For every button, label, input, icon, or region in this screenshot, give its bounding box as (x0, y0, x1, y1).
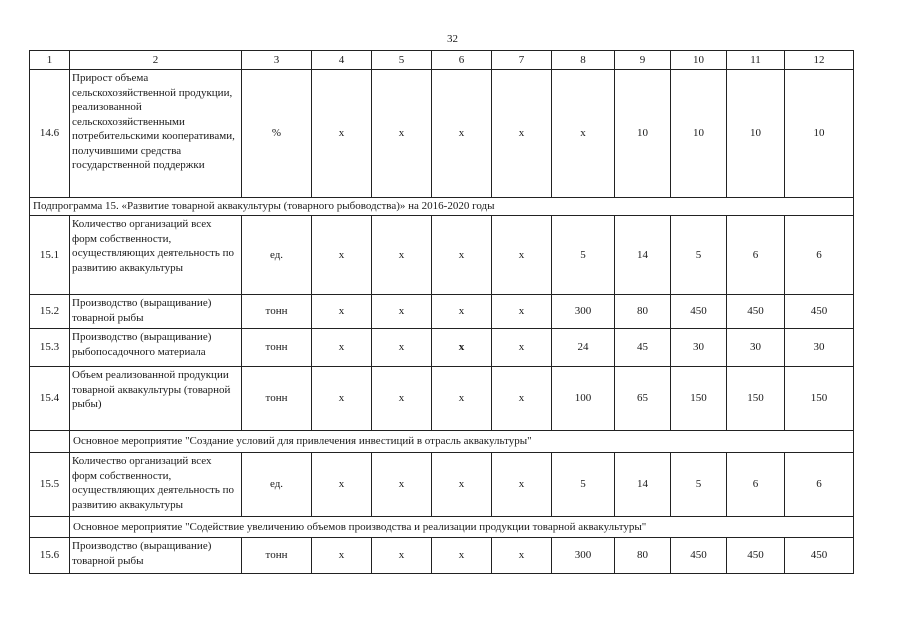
unit-cell: % (242, 70, 312, 198)
value-cell: 5 (671, 216, 727, 295)
indicator-name: Объем реализованной продукции товарной аквакультуры (товарной рыбы) (70, 367, 242, 431)
main-event-title: Основное мероприятие "Содействие увеличению объемов производства и реализации продукции товарной аквакультуры" (70, 517, 854, 538)
value-cell: x (372, 538, 432, 574)
value-cell: x (432, 538, 492, 574)
indicator-name: Количество организаций всех форм собственности, осуществляющих деятельность по развитию аквакультуры (70, 216, 242, 295)
value-cell: 30 (785, 329, 854, 367)
value-cell: 450 (727, 295, 785, 329)
value-cell: x (372, 329, 432, 367)
value-cell: 450 (671, 538, 727, 574)
indicator-name: Производство (выращивание) товарной рыбы (70, 295, 242, 329)
value-cell: 10 (671, 70, 727, 198)
header-cell: 9 (615, 51, 671, 70)
table-row (30, 538, 854, 574)
value-cell: x (432, 295, 492, 329)
value-cell: x (492, 453, 552, 517)
value-cell: x (312, 216, 372, 295)
value-cell: 14 (615, 453, 671, 517)
main-event-title: Основное мероприятие "Создание условий для привлечения инвестиций в отрасль аквакультуры" (70, 431, 854, 453)
value-cell: 30 (671, 329, 727, 367)
value-cell: x (312, 538, 372, 574)
unit-cell: тонн (242, 367, 312, 431)
event-row (30, 431, 854, 453)
value-cell: 5 (671, 453, 727, 517)
header-cell: 1 (30, 51, 70, 70)
value-cell: 10 (615, 70, 671, 198)
value-cell: 450 (727, 538, 785, 574)
page-number: 32 (447, 33, 458, 45)
header-cell: 3 (242, 51, 312, 70)
table-row (30, 453, 854, 517)
value-cell: 100 (552, 367, 615, 431)
unit-cell: ед. (242, 453, 312, 517)
value-cell: x (552, 70, 615, 198)
value-cell: x (312, 453, 372, 517)
value-cell: 80 (615, 538, 671, 574)
value-cell: 450 (671, 295, 727, 329)
value-cell: x (312, 367, 372, 431)
table-row (30, 216, 854, 295)
indicator-name: Количество организаций всех форм собственности, осуществляющих деятельность по развитию аквакультуры (70, 453, 242, 517)
header-cell: 10 (671, 51, 727, 70)
value-cell: x (312, 295, 372, 329)
value-cell: 450 (785, 538, 854, 574)
value-cell: 450 (785, 295, 854, 329)
header-cell: 7 (492, 51, 552, 70)
value-cell: 5 (552, 216, 615, 295)
value-cell: x (492, 216, 552, 295)
header-cell: 4 (312, 51, 372, 70)
row-number: 15.3 (30, 329, 70, 367)
value-cell: x (372, 453, 432, 517)
value-cell: x (492, 367, 552, 431)
empty-cell (30, 517, 70, 538)
value-cell: 65 (615, 367, 671, 431)
value-cell: x (312, 70, 372, 198)
value-cell: x (432, 367, 492, 431)
value-cell: 300 (552, 538, 615, 574)
table-row (30, 295, 854, 329)
row-number: 15.5 (30, 453, 70, 517)
indicator-name: Прирост объема сельскохозяйственной продукции, реализованной сельскохозяйственными потребительскими кооперативами, получившими средства государственной поддержки (70, 70, 242, 198)
indicator-name: Производство (выращивание) рыбопосадочного материала (70, 329, 242, 367)
value-cell: x (432, 453, 492, 517)
value-cell: 14 (615, 216, 671, 295)
value-cell: x (492, 329, 552, 367)
value-cell: 6 (727, 453, 785, 517)
table-row (30, 329, 854, 367)
unit-cell: тонн (242, 329, 312, 367)
header-cell: 12 (785, 51, 854, 70)
header-row (30, 51, 854, 70)
value-cell: 150 (785, 367, 854, 431)
header-cell: 8 (552, 51, 615, 70)
unit-cell: тонн (242, 295, 312, 329)
value-cell: x (432, 329, 492, 367)
value-cell: x (372, 70, 432, 198)
indicator-name: Производство (выращивание) товарной рыбы (70, 538, 242, 574)
value-cell: 300 (552, 295, 615, 329)
value-cell: 24 (552, 329, 615, 367)
empty-cell (30, 431, 70, 453)
row-number: 15.1 (30, 216, 70, 295)
header-cell: 11 (727, 51, 785, 70)
section-row (30, 198, 854, 216)
event-row (30, 517, 854, 538)
row-number: 14.6 (30, 70, 70, 198)
value-cell: x (372, 216, 432, 295)
value-cell: x (432, 70, 492, 198)
value-cell: 5 (552, 453, 615, 517)
value-cell: 30 (727, 329, 785, 367)
value-cell: 10 (727, 70, 785, 198)
value-cell: x (492, 538, 552, 574)
row-number: 15.4 (30, 367, 70, 431)
value-cell: x (492, 295, 552, 329)
indicators-table (29, 50, 854, 574)
subprogram-title: Подпрограмма 15. «Развитие товарной аквакультуры (товарного рыбоводства)» на 2016-2020 годы (30, 198, 854, 216)
row-number: 15.6 (30, 538, 70, 574)
value-cell: x (372, 295, 432, 329)
value-cell: 80 (615, 295, 671, 329)
value-cell: x (432, 216, 492, 295)
table-row (30, 367, 854, 431)
value-cell: 150 (727, 367, 785, 431)
table-row (30, 70, 854, 198)
unit-cell: ед. (242, 216, 312, 295)
value-cell: 45 (615, 329, 671, 367)
value-cell: x (372, 367, 432, 431)
unit-cell: тонн (242, 538, 312, 574)
row-number: 15.2 (30, 295, 70, 329)
value-cell: x (312, 329, 372, 367)
value-cell: 10 (785, 70, 854, 198)
value-cell: 150 (671, 367, 727, 431)
value-cell: 6 (785, 216, 854, 295)
value-cell: 6 (727, 216, 785, 295)
value-cell: 6 (785, 453, 854, 517)
header-cell: 6 (432, 51, 492, 70)
header-cell: 2 (70, 51, 242, 70)
header-cell: 5 (372, 51, 432, 70)
value-cell: x (492, 70, 552, 198)
